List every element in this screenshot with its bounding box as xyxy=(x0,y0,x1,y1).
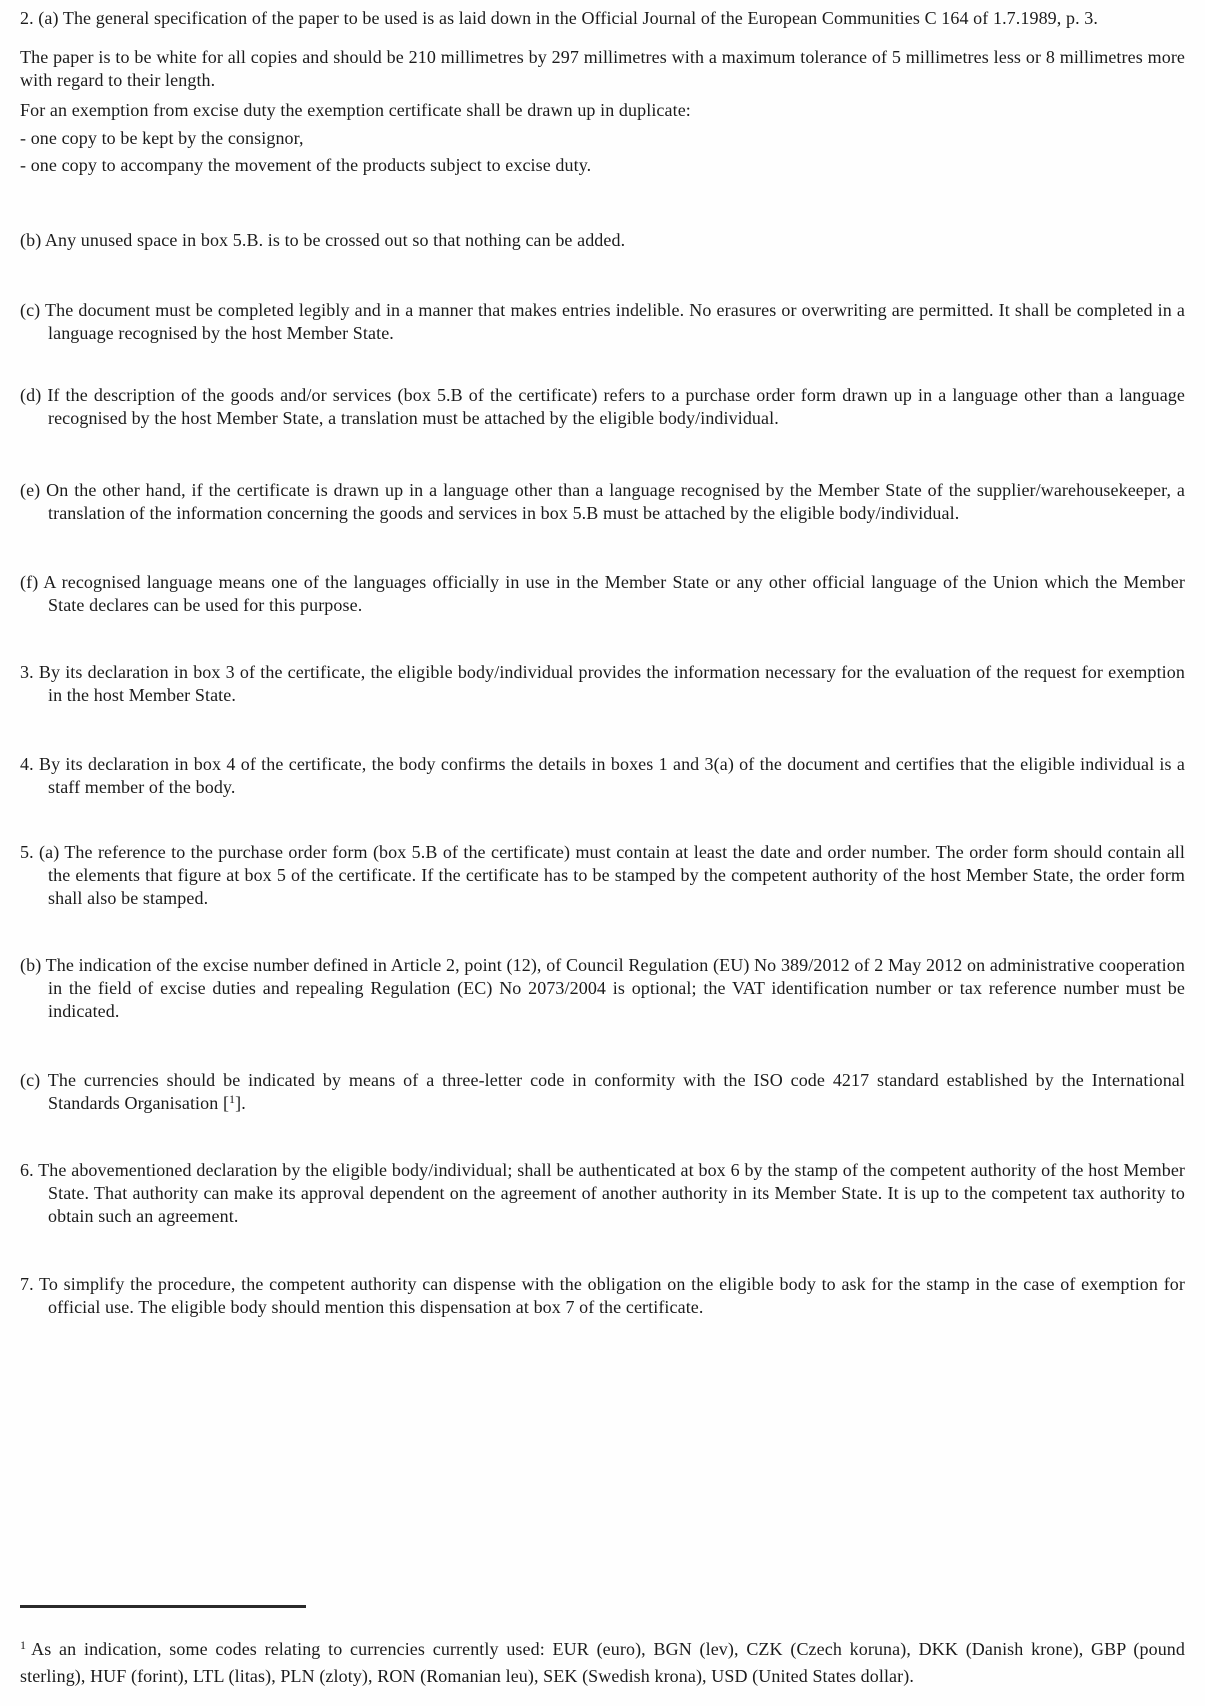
para-2d-translation-order-form: (d) If the description of the goods and/or services (box 5.B of the certificate) refers to a purchase order form drawn up in a language other than a language recognised by the host Member State, a translation must be attached by the eligible body/individual. xyxy=(20,385,1185,428)
para-3-declaration-box3: 3. By its declaration in box 3 of the certificate, the eligible body/individual provides the information necessary for the evaluation of the request for exemption in the host Member State. xyxy=(20,662,1185,705)
para-5c-text: (c) The currencies should be indicated by means of a three-letter code in conformity with the ISO code 4217 standard established by the International Standards Organisation [ xyxy=(20,1070,1185,1113)
para-7-dispensation: 7. To simplify the procedure, the competent authority can dispense with the obligation on the eligible body to ask for the stamp in the case of exemption for official use. The eligible body should mention this dispensation at box 7 of the certificate. xyxy=(20,1274,1185,1317)
para-5b-excise-number: (b) The indication of the excise number defined in Article 2, point (12), of Council Regulation (EU) No 389/2012 of 2 May 2012 on administrative cooperation in the field of excise duties and repealing Regulation (EC) No 2073/2004 is optional; the VAT identification number or tax reference number must be indicated. xyxy=(20,955,1185,1021)
para-5c-text-suffix: ]. xyxy=(235,1093,246,1113)
footnote-text: As an indication, some codes relating to currencies currently used: EUR (euro), BGN (lev), CZK (Czech koruna), DKK (Danish krone), GBP (pound sterling), HUF (forint), LTL (litas), PLN (zloty), RON (Romanian leu), SEK (Swedish krona), USD (United States dollar). xyxy=(20,1639,1185,1686)
para-paper-white: The paper is to be white for all copies and should be 210 millimetres by 297 millimetres with a maximum tolerance of 5 millimetres less or 8 millimetres more with regard to their length. xyxy=(20,47,1185,90)
document-body xyxy=(20,7,1185,1319)
para-2c-legible-completion: (c) The document must be completed legibly and in a manner that makes entries indelible. No erasures or overwriting are permitted. It shall be completed in a language recognised by the host Member State. xyxy=(20,300,1185,343)
para-4-declaration-box4: 4. By its declaration in box 4 of the certificate, the body confirms the details in boxes 1 and 3(a) of the document and certifies that the eligible individual is a staff member of the body. xyxy=(20,754,1185,797)
para-2f-recognised-language: (f) A recognised language means one of the languages officially in use in the Member State or any other official language of the Union which the Member State declares can be used for this purpose. xyxy=(20,572,1185,615)
para-copy-consignor: - one copy to be kept by the consignor, xyxy=(20,128,304,148)
footnote-rule xyxy=(20,1605,306,1608)
para-5c-currency-codes xyxy=(20,1069,1185,1115)
footnote-currency-codes xyxy=(20,1636,1185,1690)
para-2b-unused-space: (b) Any unused space in box 5.B. is to be crossed out so that nothing can be added. xyxy=(20,230,626,250)
para-2e-translation-supplier: (e) On the other hand, if the certificate is drawn up in a language other than a language recognised by the Member State of the supplier/warehousekeeper, a translation of the information concerning the goods and services in box 5.B must be attached by the eligible body/individual. xyxy=(20,480,1185,523)
para-6-authentication-stamp: 6. The abovementioned declaration by the eligible body/individual; shall be authenticated at box 6 by the stamp of the competent authority of the host Member State. That authority can make its approval dependent on the agreement of another authority in its Member State. It is up to the competent tax authority to obtain such an agreement. xyxy=(20,1160,1185,1226)
para-2a-paper-specification: 2. (a) The general specification of the paper to be used is as laid down in the Official Journal of the European Communities C 164 of 1.7.1989, p. 3. xyxy=(20,8,1098,28)
footnote-reference-marker: 1 xyxy=(229,1092,236,1106)
para-copy-movement: - one copy to accompany the movement of the products subject to excise duty. xyxy=(20,155,592,175)
footnote-marker: 1 xyxy=(20,1638,27,1652)
para-5a-purchase-order-reference: 5. (a) The reference to the purchase order form (box 5.B of the certificate) must contain at least the date and order number. The order form should contain all the elements that figure at box 5 of the certificate. If the certificate has to be stamped by the competent authority of the host Member State, the order form shall also be stamped. xyxy=(20,842,1185,908)
para-exemption-duplicate: For an exemption from excise duty the exemption certificate shall be drawn up in duplicate: xyxy=(20,100,691,120)
footnote-section xyxy=(20,1605,1185,1690)
